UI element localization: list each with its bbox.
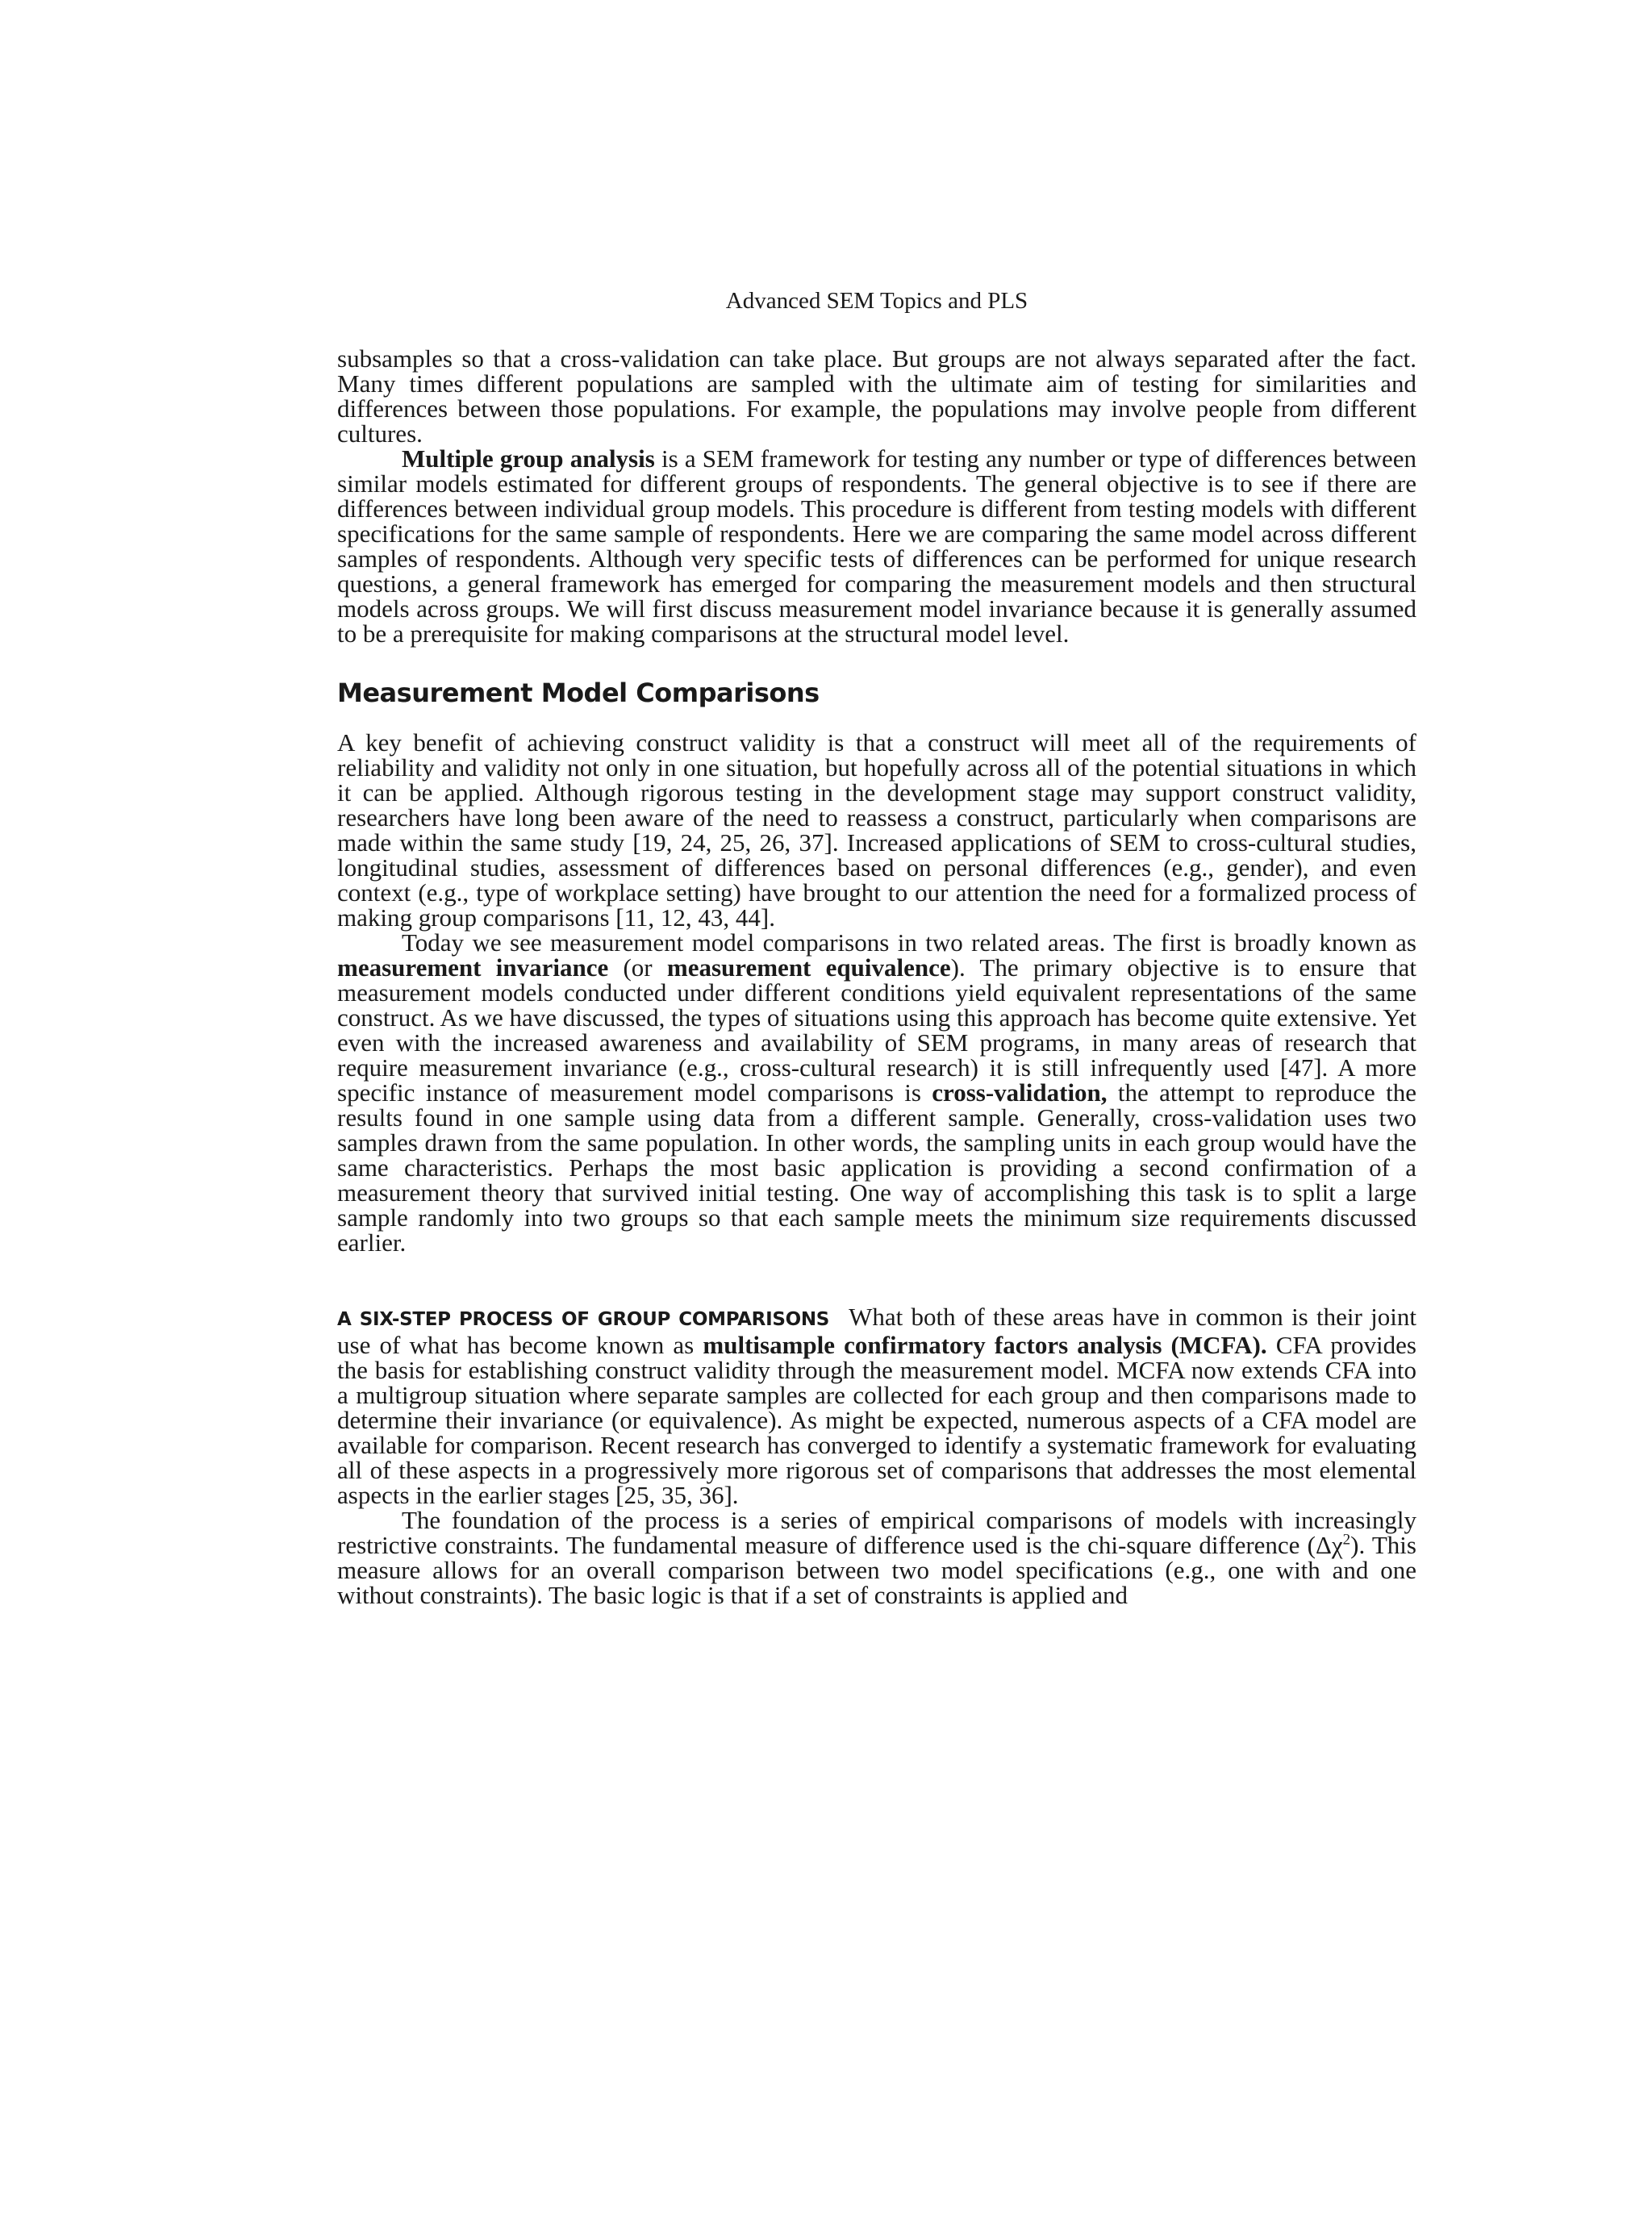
text-run: the attempt to reproduce the results found in one sample using data from a different sample. Generally, cross-validation uses two samples drawn from the same population. In other words, the sampling units in each group would have the same characteristics. Perhaps the most basic application is providing a second confirmation of a measurement theory that survived initial testing. One way of accomplishing this task is to split a large sample randomly into two groups so that each sample meets the minimum size requirements discussed earlier.	[337, 1078, 1416, 1257]
body-text	[337, 346, 1416, 1607]
section-heading: Measurement Model Comparisons	[337, 678, 820, 708]
term-mcfa: multisample confirmatory factors analysis (MCFA).	[703, 1331, 1267, 1359]
term-cross-validation: cross-validation,	[932, 1078, 1108, 1107]
text-run: ). This measure allows for an overall comparison between two model specifications (e.g., one with and one without constraints). The basic logic is that if a set of constraints is applied and	[337, 1531, 1416, 1609]
text-run: ). The primary objective is to ensure that measurement models conducted under different conditions yield equivalent representations of the same construct. As we have discussed, the types of situations using this approach has become quite extensive. Yet even with the increased awareness and availability of SEM programs, in many areas of research that require measurement invariance (e.g., cross-cultural research) it is still infrequently used [47]. A more specific instance of measurement model comparisons is	[337, 953, 1417, 1107]
term-measurement-invariance: measurement invariance	[337, 953, 609, 982]
text-run: CFA provides the basis for establishing construct validity through the measurement model. MCFA now extends CFA into a multigroup situation where separate samples are collected for each group and then comparisons made to determine their invariance (or equivalence). As might be expected, numerous aspects of a CFA model are available for comparison. Recent research has converged to identify a systematic framework for evaluating all of these aspects in a progressively more rigorous set of comparisons that addresses the most elemental aspects in the earlier stages [25, 35, 36].	[337, 1331, 1416, 1509]
superscript: 2	[1342, 1531, 1351, 1549]
text-run: Today we see measurement model comparisons in two related areas. The first is broadly known as	[402, 928, 1416, 957]
text-run: (or	[608, 953, 667, 982]
term-multiple-group-analysis: Multiple group analysis	[402, 444, 655, 473]
run-in-heading: A SIX-STEP PROCESS OF GROUP COMPARISONS	[337, 1309, 830, 1330]
paragraph-subsamples: subsamples so that a cross-validation can take place. But groups are not always separated after the fact. Many times different populations are sampled with the ultimate aim of testing for similarities and differences between those populations. For example, the populations may involve people from different cultures.	[337, 344, 1416, 448]
paragraph-six-step-process	[337, 1304, 1416, 1507]
paragraph-measurement-invariance	[337, 930, 1416, 1255]
text-run: What both of these areas have in common is their joint use of what has become known as	[337, 1303, 1416, 1359]
running-head: Advanced SEM Topics and PLS	[725, 288, 1028, 314]
text-run: The foundation of the process is a series of empirical comparisons of models with increasingly restrictive constraints. The fundamental measure of difference used is the chi-square difference (Δχ	[337, 1506, 1416, 1559]
paragraph-text: is a SEM framework for testing any number or type of differences between similar models estimated for different groups of respondents. The general objective is to see if there are differences between individual group models. This procedure is different from testing models with different specifications for the same sample of respondents. Here we are comparing the same model across different samples of respondents. Although very specific tests of differences can be performed for unique research questions, a general framework has emerged for comparing the measurement models and then structural models across groups. We will first discuss measurement model invariance because it is generally assumed to be a prerequisite for making comparisons at the structural model level.	[337, 444, 1417, 648]
term-measurement-equivalence: measurement equivalence	[666, 953, 951, 982]
paragraph-multiple-group-analysis	[337, 446, 1416, 646]
paragraph-foundation	[337, 1507, 1416, 1607]
paragraph-construct-validity: A key benefit of achieving construct validity is that a construct will meet all of the requirements of reliability and validity not only in one situation, but hopefully across all of the potential situations in which it can be applied. Although rigorous testing in the development stage may support construct validity, researchers have long been aware of the need to reassess a construct, particularly when comparisons are made within the same study [19, 24, 25, 26, 37]. Increased applications of SEM to cross-cultural studies, longitudinal studies, assessment of differences based on personal differences (e.g., gender), and even context (e.g., type of workplace setting) have brought to our attention the need for a formalized process of making group comparisons [11, 12, 43, 44].	[337, 728, 1416, 932]
